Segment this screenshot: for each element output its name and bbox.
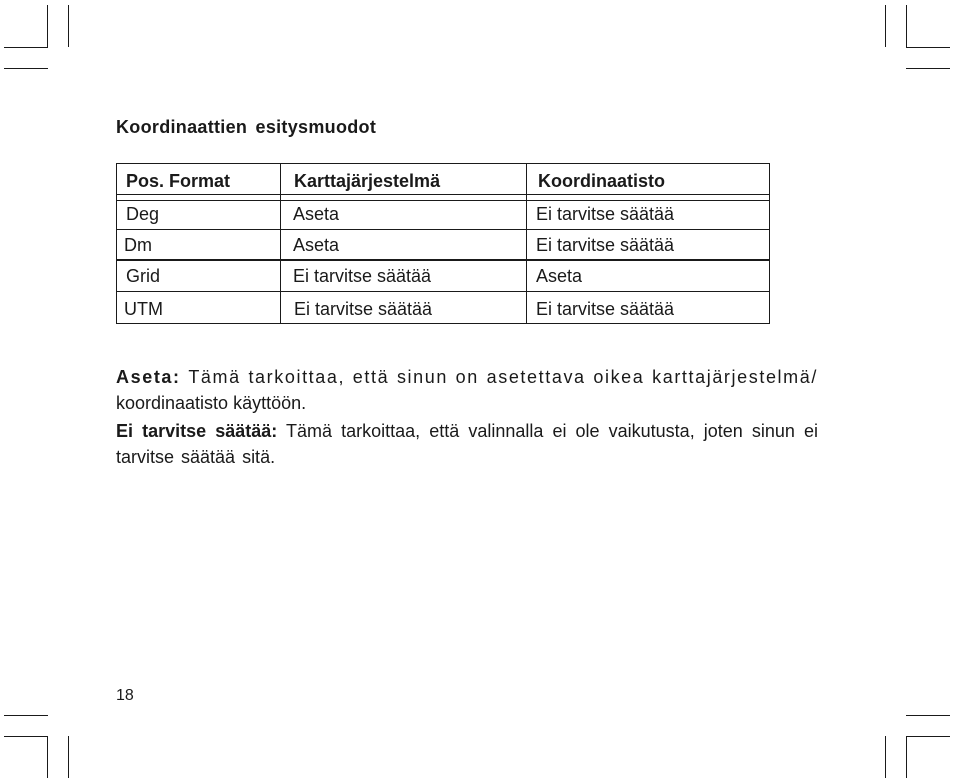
- definition-line: koordinaatisto käyttöön.: [116, 393, 307, 413]
- section-heading: Koordinaattien esitysmuodot: [116, 117, 377, 137]
- definition-aseta: [116, 364, 818, 416]
- crop-mark: [4, 736, 48, 737]
- definition-word: on: [455, 367, 479, 387]
- definition-word: karttajärjestelmä/: [652, 367, 818, 387]
- crop-mark: [906, 736, 950, 737]
- header-karttajarjestelma: Karttajärjestelmä: [294, 171, 441, 191]
- crop-mark: [47, 736, 48, 778]
- table-cell: Grid: [126, 266, 161, 286]
- table-cell: Ei tarvitse säätää: [536, 299, 675, 319]
- definition-word: että: [352, 367, 390, 387]
- row-divider: [117, 200, 769, 201]
- table-cell: Aseta: [536, 266, 583, 286]
- crop-mark: [4, 68, 48, 69]
- definition-word: sinun: [396, 367, 448, 387]
- definition-ei-tarvitse-saataa: [116, 418, 818, 470]
- definition-term: Ei tarvitse säätää:: [116, 421, 278, 441]
- definition-text: Tämä tarkoittaa, että valinnalla ei ole vaikutusta, joten sinun ei tarvitse säätää sitä.: [116, 421, 818, 467]
- table-cell: Ei tarvitse säätää: [536, 204, 675, 224]
- header-pos-format: Pos. Format: [126, 171, 231, 191]
- definition-term: Aseta:: [116, 367, 181, 387]
- crop-mark: [4, 47, 48, 48]
- definition-word: asetettava: [486, 367, 586, 387]
- table-cell: Ei tarvitse säätää: [294, 299, 433, 319]
- crop-mark: [885, 5, 886, 47]
- crop-mark: [47, 5, 48, 47]
- crop-mark: [906, 68, 950, 69]
- row-divider: [117, 194, 769, 195]
- crop-mark: [906, 5, 907, 47]
- table-cell: Ei tarvitse säätää: [536, 235, 675, 255]
- header-koordinaatisto: Koordinaatisto: [538, 171, 666, 191]
- row-divider: [117, 259, 769, 261]
- crop-mark: [906, 47, 950, 48]
- definition-word: tarkoittaa,: [248, 367, 346, 387]
- table-cell: UTM: [124, 299, 163, 319]
- table-cell: Aseta: [293, 204, 340, 224]
- crop-mark: [906, 736, 907, 778]
- crop-mark: [68, 5, 69, 47]
- table-cell: Aseta: [293, 235, 340, 255]
- crop-mark: [885, 736, 886, 778]
- column-divider: [526, 164, 527, 323]
- table-cell: Dm: [124, 235, 152, 255]
- definition-word: oikea: [593, 367, 645, 387]
- row-divider: [117, 291, 769, 292]
- table-cell: Deg: [126, 204, 160, 224]
- crop-mark: [906, 715, 950, 716]
- definition-word: Tämä: [188, 367, 241, 387]
- row-divider: [117, 229, 769, 230]
- crop-mark: [4, 715, 48, 716]
- definition-line: [116, 364, 818, 390]
- table-cell: Ei tarvitse säätää: [293, 266, 432, 286]
- page-number: 18: [116, 687, 134, 704]
- crop-mark: [68, 736, 69, 778]
- column-divider: [280, 164, 281, 323]
- coordinate-format-table: [116, 163, 770, 324]
